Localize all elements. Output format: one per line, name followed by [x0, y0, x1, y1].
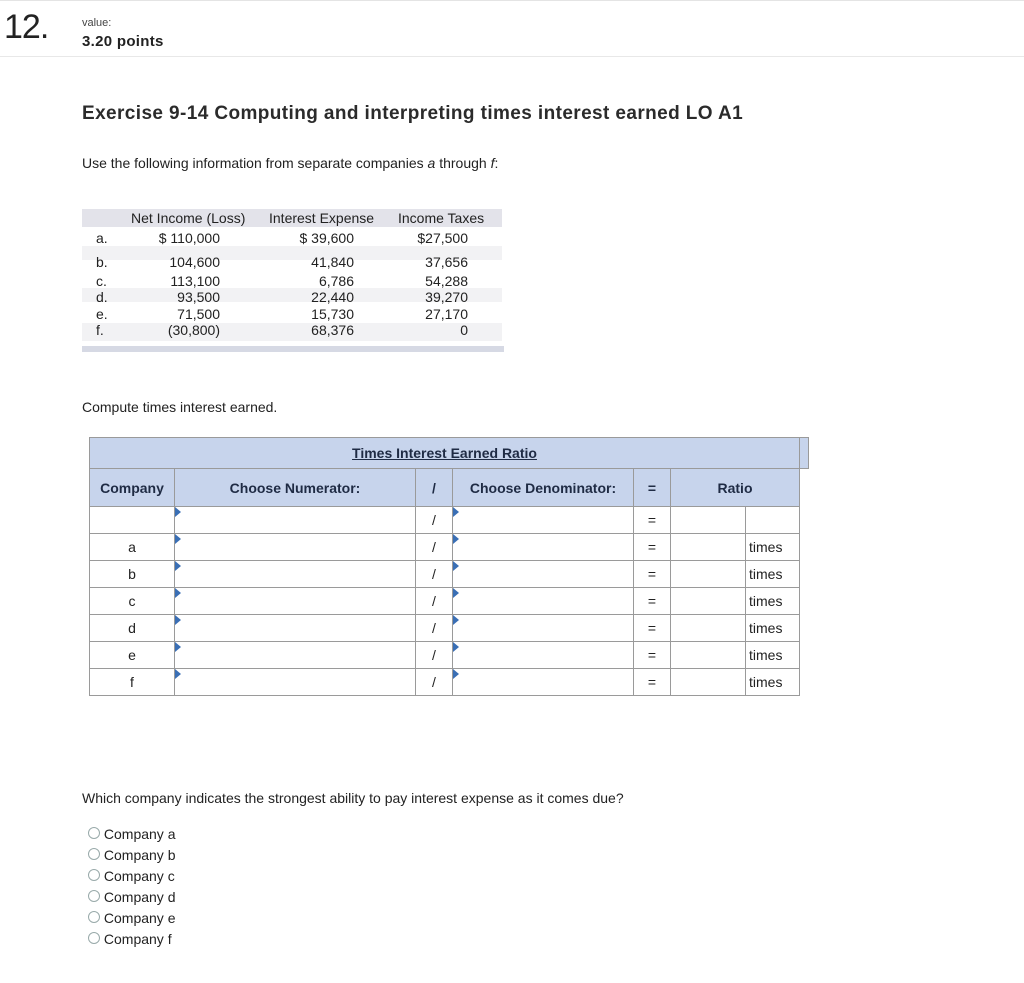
info-net-income: $ 110,000	[158, 230, 220, 246]
equals-cell: =	[634, 669, 671, 696]
slash-cell: /	[416, 615, 453, 642]
numerator-dropdown[interactable]	[175, 534, 416, 561]
radio-button[interactable]	[88, 848, 100, 860]
option-label: Company b	[103, 847, 176, 863]
denominator-dropdown[interactable]	[453, 534, 634, 561]
company-cell: b	[90, 561, 175, 588]
header-company: Company	[90, 469, 175, 507]
ratio-input[interactable]	[671, 615, 746, 642]
exercise-title: Exercise 9-14 Computing and interpreting times interest earned LO A1	[82, 103, 744, 124]
equals-cell: =	[634, 642, 671, 669]
info-interest: 22,440	[311, 289, 354, 305]
answer-table	[89, 437, 809, 696]
info-interest: 41,840	[311, 254, 354, 270]
info-net-income: 93,500	[177, 289, 220, 305]
header-divider	[0, 56, 1024, 57]
company-cell: c	[90, 588, 175, 615]
info-table-footer	[82, 346, 504, 352]
denominator-dropdown[interactable]	[453, 507, 634, 534]
slash-cell: /	[416, 507, 453, 534]
intro-end: :	[494, 155, 499, 171]
answer-table-title-text: Times Interest Earned Ratio	[352, 445, 537, 461]
intro-f: f	[490, 155, 495, 171]
equals-cell: =	[634, 507, 671, 534]
info-header-interest: Interest Expense	[269, 210, 375, 226]
dropdown-arrow-icon	[453, 615, 459, 625]
compute-prompt: Compute times interest earned.	[82, 399, 278, 415]
info-net-income: (30,800)	[167, 322, 220, 338]
dropdown-arrow-icon	[453, 642, 459, 652]
info-taxes: 0	[460, 322, 468, 338]
slash-cell: /	[416, 534, 453, 561]
option-company-b[interactable]	[88, 847, 175, 863]
info-interest: 15,730	[311, 306, 354, 322]
company-cell: e	[90, 642, 175, 669]
slash-cell: /	[416, 669, 453, 696]
dropdown-arrow-icon	[175, 615, 181, 625]
table-row	[90, 588, 809, 615]
ratio-input[interactable]	[671, 642, 746, 669]
ratio-input[interactable]	[671, 534, 746, 561]
unit-cell: times	[746, 561, 800, 588]
option-company-f[interactable]	[88, 931, 172, 947]
info-header-taxes: Income Taxes	[398, 210, 485, 226]
table-row	[90, 615, 809, 642]
dropdown-arrow-icon	[175, 507, 181, 517]
ratio-input[interactable]	[671, 669, 746, 696]
option-label: Company c	[103, 868, 175, 884]
intro-prefix: Use the following information from separate companies	[82, 155, 428, 171]
equals-cell: =	[634, 534, 671, 561]
denominator-dropdown[interactable]	[453, 615, 634, 642]
equals-cell: =	[634, 615, 671, 642]
dropdown-arrow-icon	[175, 642, 181, 652]
equals-cell: =	[634, 588, 671, 615]
info-row-label: f.	[96, 322, 104, 338]
option-label: Company e	[103, 910, 176, 926]
info-row-label: c.	[96, 273, 107, 289]
dropdown-arrow-icon	[175, 561, 181, 571]
option-company-a[interactable]	[88, 826, 175, 842]
info-taxes: 54,288	[425, 273, 468, 289]
table-row	[90, 534, 809, 561]
answer-table-title	[90, 438, 800, 469]
top-border	[0, 0, 1024, 1]
unit-cell: times	[746, 588, 800, 615]
table-row	[90, 669, 809, 696]
company-cell: a	[90, 534, 175, 561]
unit-cell: times	[746, 669, 800, 696]
dropdown-arrow-icon	[175, 534, 181, 544]
denominator-dropdown[interactable]	[453, 642, 634, 669]
company-cell: f	[90, 669, 175, 696]
dropdown-arrow-icon	[175, 669, 181, 679]
question-number: 12.	[4, 8, 49, 46]
option-label: Company a	[103, 826, 176, 842]
info-taxes: 27,170	[425, 306, 468, 322]
info-interest: $ 39,600	[299, 230, 354, 246]
info-row-label: a.	[96, 230, 108, 246]
equals-cell: =	[634, 561, 671, 588]
intro-text	[82, 155, 498, 171]
radio-button[interactable]	[88, 932, 100, 944]
table-row	[90, 642, 809, 669]
numerator-dropdown[interactable]	[175, 642, 416, 669]
option-label: Company f	[103, 931, 172, 947]
dropdown-arrow-icon	[453, 669, 459, 679]
question-text: Which company indicates the strongest ability to pay interest expense as it comes due?	[82, 790, 624, 806]
times-interest-table	[89, 437, 809, 696]
info-row-label: b.	[96, 254, 108, 270]
intro-mid: through	[435, 155, 491, 171]
header-slash: /	[416, 469, 453, 507]
slash-cell: /	[416, 588, 453, 615]
dropdown-arrow-icon	[453, 507, 459, 517]
table-edge	[800, 438, 809, 469]
intro-a: a	[427, 155, 436, 171]
numerator-dropdown[interactable]	[175, 507, 416, 534]
unit-cell: times	[746, 615, 800, 642]
option-company-e[interactable]	[88, 910, 175, 926]
numerator-dropdown[interactable]	[175, 561, 416, 588]
option-company-d[interactable]	[88, 889, 175, 905]
denominator-dropdown[interactable]	[453, 588, 634, 615]
denominator-dropdown[interactable]	[453, 669, 634, 696]
value-label: value:	[82, 17, 112, 29]
ratio-input[interactable]	[671, 507, 746, 534]
radio-button[interactable]	[88, 890, 100, 902]
radio-button[interactable]	[88, 911, 100, 923]
info-interest: 68,376	[311, 322, 354, 338]
dropdown-arrow-icon	[453, 588, 459, 598]
info-row-label: d.	[96, 289, 108, 305]
info-taxes: 37,656	[425, 254, 468, 270]
company-cell	[90, 507, 175, 534]
info-taxes: 39,270	[425, 289, 468, 305]
dropdown-arrow-icon	[453, 561, 459, 571]
info-interest: 6,786	[318, 273, 354, 289]
dropdown-arrow-icon	[175, 588, 181, 598]
unit-cell	[746, 507, 800, 534]
unit-cell: times	[746, 534, 800, 561]
ratio-input[interactable]	[671, 561, 746, 588]
slash-cell: /	[416, 642, 453, 669]
info-net-income: 71,500	[177, 306, 220, 322]
radio-button[interactable]	[88, 827, 100, 839]
table-row	[90, 561, 809, 588]
header-ratio: Ratio	[671, 469, 800, 507]
company-cell: d	[90, 615, 175, 642]
info-net-income: 113,100	[170, 273, 220, 289]
numerator-dropdown[interactable]	[175, 669, 416, 696]
slash-cell: /	[416, 561, 453, 588]
points-value: 3.20 points	[82, 33, 164, 50]
option-company-c[interactable]	[88, 868, 175, 884]
dropdown-arrow-icon	[453, 534, 459, 544]
header-denominator: Choose Denominator:	[453, 469, 634, 507]
unit-cell: times	[746, 642, 800, 669]
ratio-input[interactable]	[671, 588, 746, 615]
table-row	[90, 507, 809, 534]
info-taxes: $27,500	[417, 230, 468, 246]
header-numerator: Choose Numerator:	[175, 469, 416, 507]
header-equals: =	[634, 469, 671, 507]
numerator-dropdown[interactable]	[175, 588, 416, 615]
numerator-dropdown[interactable]	[175, 615, 416, 642]
option-label: Company d	[103, 889, 176, 905]
info-header-net-income: Net Income (Loss)	[131, 210, 246, 226]
denominator-dropdown[interactable]	[453, 561, 634, 588]
info-row-label: e.	[96, 306, 108, 322]
info-net-income: 104,600	[169, 254, 220, 270]
radio-button[interactable]	[88, 869, 100, 881]
